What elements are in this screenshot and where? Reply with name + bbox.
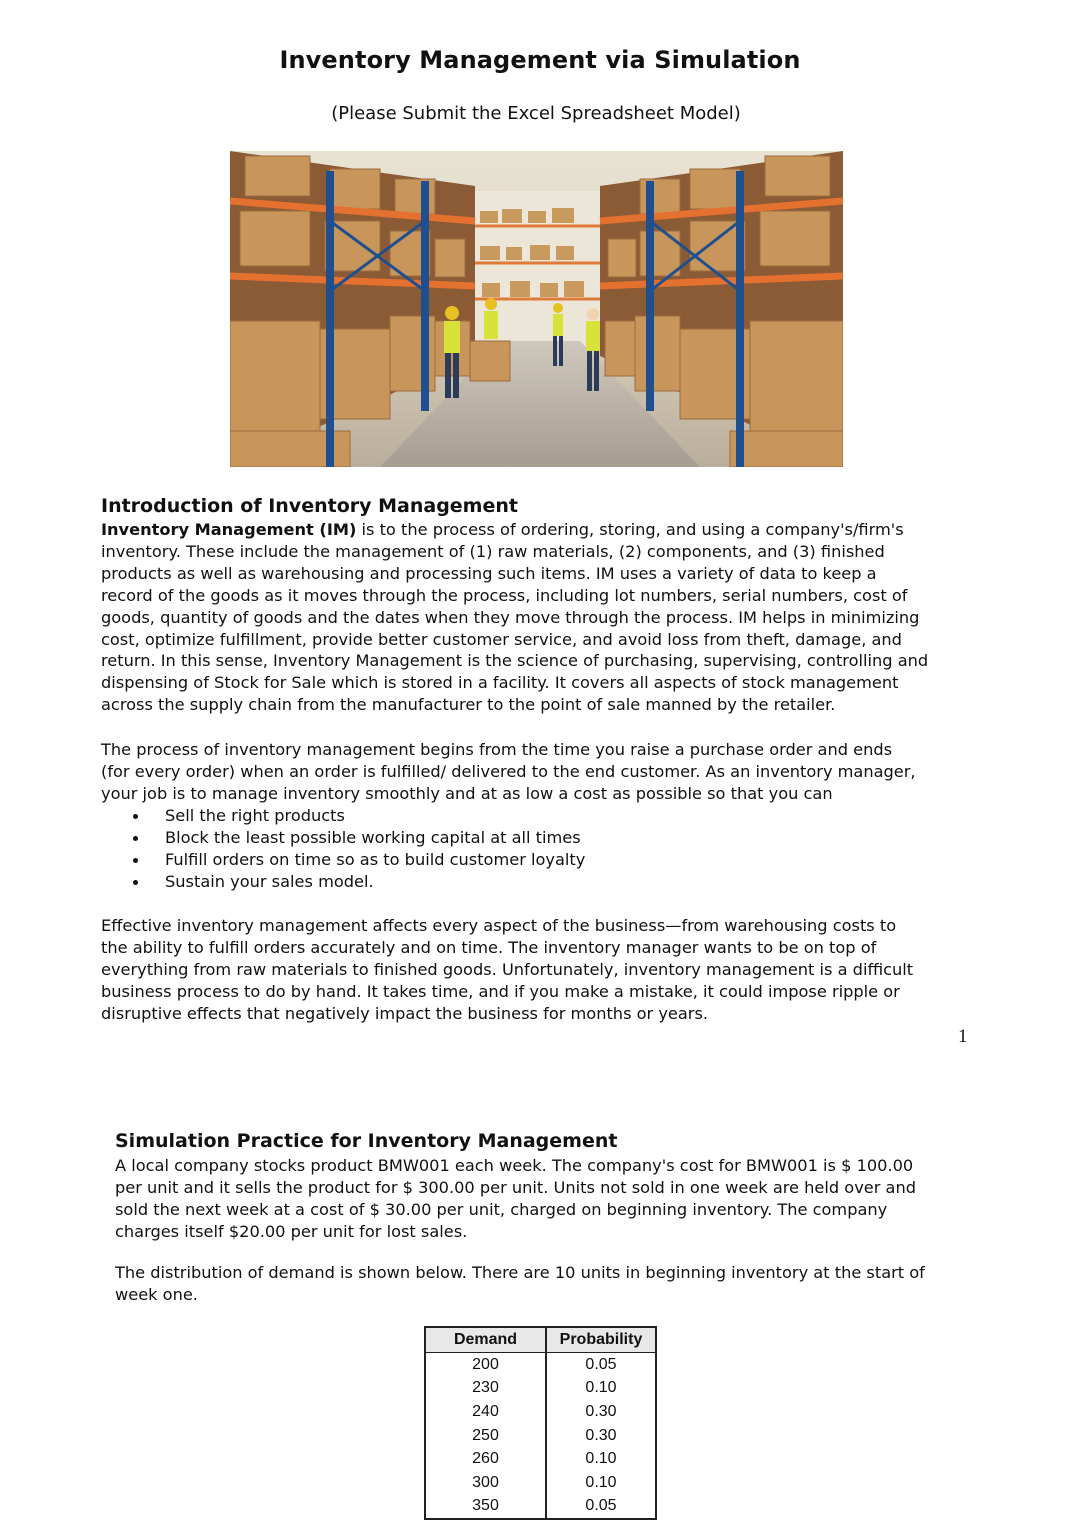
simulation-paragraph-2 — [115, 1262, 925, 1306]
demand-cell: 350 — [425, 1495, 546, 1520]
bullet-item: Block the least possible working capital at all times — [101, 827, 585, 849]
sim-p2-line: week one. — [115, 1284, 198, 1304]
intro-heading: Introduction of Inventory Management — [101, 495, 518, 517]
probability-cell: 0.10 — [585, 1379, 617, 1397]
intro-p1-line: return. In this sense, Inventory Management is the science of purchasing, supervising, controlling and — [101, 651, 929, 671]
table-row — [425, 1400, 656, 1424]
bullet-item: Sell the right products — [101, 805, 585, 827]
intro-paragraph-3 — [101, 915, 913, 1025]
table-row — [425, 1447, 656, 1471]
table-row — [425, 1471, 656, 1495]
bullet-item: Sustain your sales model. — [101, 871, 585, 893]
intro-p1-line: Inventory Management (IM) is to the process of ordering, storing, and using a company's/firm's — [101, 520, 904, 539]
demand-cell: 250 — [425, 1424, 546, 1448]
probability-cell: 0.10 — [585, 1450, 617, 1468]
intro-p1-line: inventory. These include the management of (1) raw materials, (2) components, and (3) finished — [101, 541, 885, 561]
intro-p1-line: cost, optimize fulfillment, provide better customer service, and avoid loss from theft, damage, and — [101, 629, 902, 649]
table-header-row — [425, 1327, 656, 1353]
probability-cell: 0.05 — [585, 1497, 617, 1515]
document-subtitle: (Please Submit the Excel Spreadsheet Model) — [331, 103, 741, 124]
page-number: 1 — [958, 1026, 968, 1047]
demand-distribution-table — [424, 1326, 657, 1520]
demand-cell: 230 — [425, 1377, 546, 1401]
intro-p1-line: goods, quantity of goods and the dates when they move through the process. IM helps in minimizing — [101, 607, 920, 627]
simulation-paragraph-1 — [115, 1155, 916, 1243]
simulation-heading: Simulation Practice for Inventory Management — [115, 1130, 618, 1152]
demand-cell: 240 — [425, 1400, 546, 1424]
probability-cell: 0.10 — [585, 1473, 617, 1491]
document-title: Inventory Management via Simulation — [279, 46, 801, 74]
intro-p3-line: business process to do by hand. It takes time, and if you make a mistake, it could impose ripple or — [101, 981, 900, 1001]
probability-cell: 0.05 — [585, 1355, 617, 1373]
intro-p1-line: across the supply chain from the manufacturer to the point of sale manned by the retailer. — [101, 695, 836, 715]
demand-cell: 300 — [425, 1471, 546, 1495]
goals-bullet-list — [101, 805, 585, 893]
intro-p2-line: your job is to manage inventory smoothly and at as low a cost as possible so that you can — [101, 783, 833, 803]
table-row — [425, 1495, 656, 1520]
sim-p1-line: sold the next week at a cost of $ 30.00 per unit, charged on beginning inventory. The company — [115, 1199, 888, 1219]
table-row — [425, 1424, 656, 1448]
probability-column-header: Probability — [546, 1327, 656, 1353]
probability-cell: 0.30 — [585, 1402, 617, 1420]
intro-p1-line: record of the goods as it moves through the process, including lot numbers, serial numbers, cost of — [101, 585, 908, 605]
intro-p1-line: dispensing of Stock for Sale which is stored in a facility. It covers all aspects of stock management — [101, 673, 899, 693]
intro-p2-line: (for every order) when an order is fulfilled/ delivered to the end customer. As an inventory manager, — [101, 761, 916, 781]
intro-paragraph-1 — [101, 519, 928, 716]
sim-p1-line: A local company stocks product BMW001 each week. The company's cost for BMW001 is $ 100.00 — [115, 1156, 914, 1175]
sim-p2-line: The distribution of demand is shown below. There are 10 units in beginning inventory at the start of — [115, 1263, 925, 1282]
table-row — [425, 1353, 656, 1377]
warehouse-photo — [230, 151, 843, 467]
im-bold-term: Inventory Management (IM) — [101, 520, 357, 539]
sim-p1-line: charges itself $20.00 per unit for lost sales. — [115, 1221, 468, 1241]
intro-p1-line: products as well as warehousing and processing such items. IM uses a variety of data to keep a — [101, 563, 877, 583]
intro-paragraph-2 — [101, 739, 916, 805]
intro-p3-line: disruptive effects that negatively impact the business for months or years. — [101, 1003, 709, 1023]
sim-p1-line: per unit and it sells the product for $ 300.00 per unit. Units not sold in one week are held over and — [115, 1177, 916, 1197]
bullet-item: Fulfill orders on time so as to build customer loyalty — [101, 849, 585, 871]
demand-cell: 260 — [425, 1447, 546, 1471]
intro-p3-line: Effective inventory management affects every aspect of the business—from warehousing costs to — [101, 916, 897, 935]
probability-cell: 0.30 — [585, 1426, 617, 1444]
demand-cell: 200 — [425, 1353, 546, 1377]
warehouse-illustration — [230, 151, 843, 467]
intro-p2-line: The process of inventory management begins from the time you raise a purchase order and ends — [101, 740, 893, 759]
demand-column-header: Demand — [425, 1327, 546, 1353]
table-row — [425, 1377, 656, 1401]
intro-p3-line: the ability to fulfill orders accurately and on time. The inventory manager wants to be on top of — [101, 937, 877, 957]
intro-p3-line: everything from raw materials to finished goods. Unfortunately, inventory management is a difficult — [101, 959, 914, 979]
